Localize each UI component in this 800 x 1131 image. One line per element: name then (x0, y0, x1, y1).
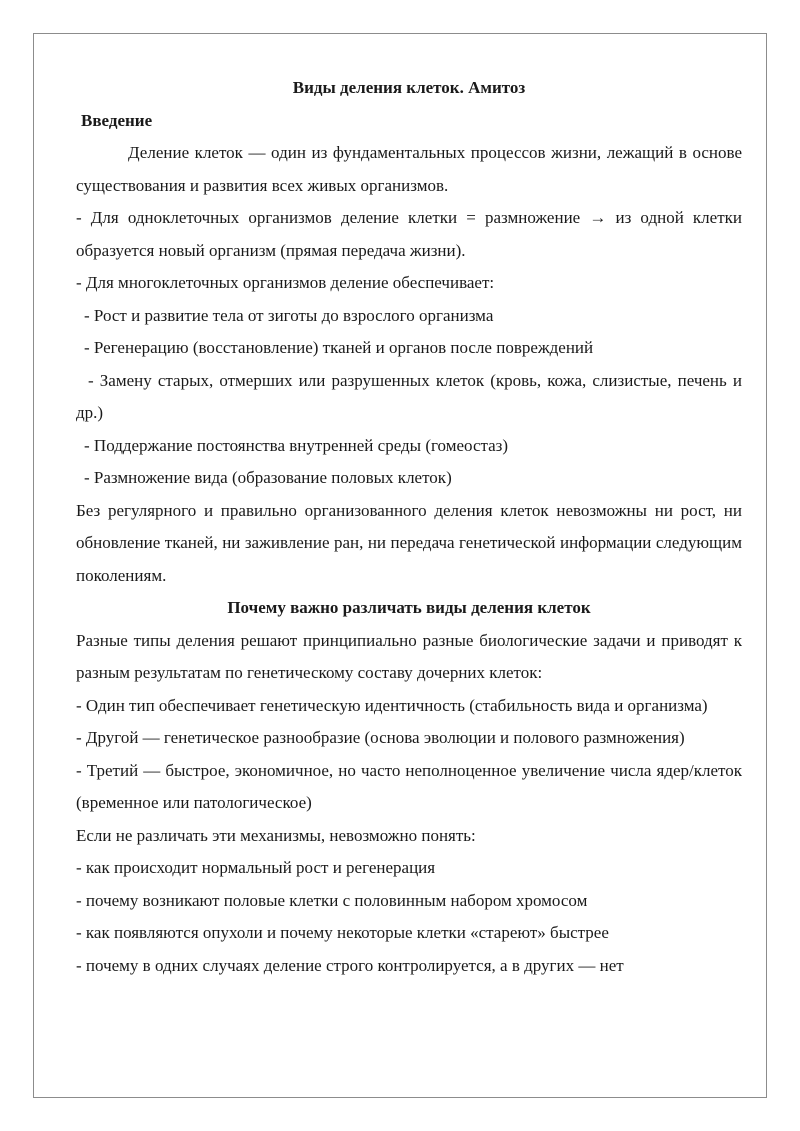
multicellular-item-reproduction: - Размножение вида (образование половых клеток) (84, 468, 452, 487)
understand-item-growth: - как происходит нормальный рост и регенерация (76, 858, 436, 877)
type-item-diversity: - Другой — генетическое разнообразие (основа эволюции и полового размножения) (76, 728, 685, 747)
type-item-fast-increase: - Третий — быстрое, экономичное, но часто неполноценное увеличение числа ядер/клеток (временное или патологическое) (76, 760, 742, 812)
type-item-identity: - Один тип обеспечивает генетическую идентичность (стабильность вида и организма) (76, 695, 708, 715)
multicellular-item-replacement: - Замену старых, отмерших или разрушенных клеток (кровь, кожа, слизистые, печень и др.) (76, 370, 742, 422)
multicellular-line: - Для многоклеточных организмов деление обеспечивает: (76, 273, 495, 292)
understand-line: Если не различать эти механизмы, невозможно понять: (76, 825, 476, 845)
unicellular-line: - Для одноклеточных организмов деление клетки = размножение → из одной клетки образуется новый организм (прямая передача жизни). (76, 208, 742, 260)
why-paragraph: Разные типы деления решают принципиально разные биологические задачи и приводят к разным результатам по генетическому составу дочерних клеток: (76, 630, 742, 682)
multicellular-item-homeostasis: - Поддержание постоянства внутренней среды (гомеостаз) (84, 435, 509, 455)
multicellular-item-growth: - Рост и развитие тела от зиготы до взрослого организма (84, 305, 494, 325)
intro-paragraph: Деление клеток — один из фундаментальных процессов жизни, лежащий в основе существования и развития всех живых организмов. (76, 143, 742, 195)
document-title: Виды деления клеток. Амитоз (292, 78, 526, 97)
intro-heading: Введение (81, 110, 153, 130)
document-body (76, 72, 742, 982)
conclusion-paragraph: Без регулярного и правильно организованного деления клеток невозможны ни рост, ни обновление тканей, ни заживление ран, ни передача генетической информации следующим поколениям. (76, 500, 742, 585)
why-heading: Почему важно различать виды деления клеток (227, 598, 591, 617)
multicellular-item-regeneration: - Регенерацию (восстановление) тканей и органов после повреждений (84, 338, 594, 357)
understand-item-gametes: - почему возникают половые клетки с половинным набором хромосом (76, 890, 588, 910)
understand-item-tumors: - как появляются опухоли и почему некоторые клетки «стареют» быстрее (76, 923, 609, 942)
understand-item-control: - почему в одних случаях деление строго контролируется, а в других — нет (76, 955, 624, 975)
